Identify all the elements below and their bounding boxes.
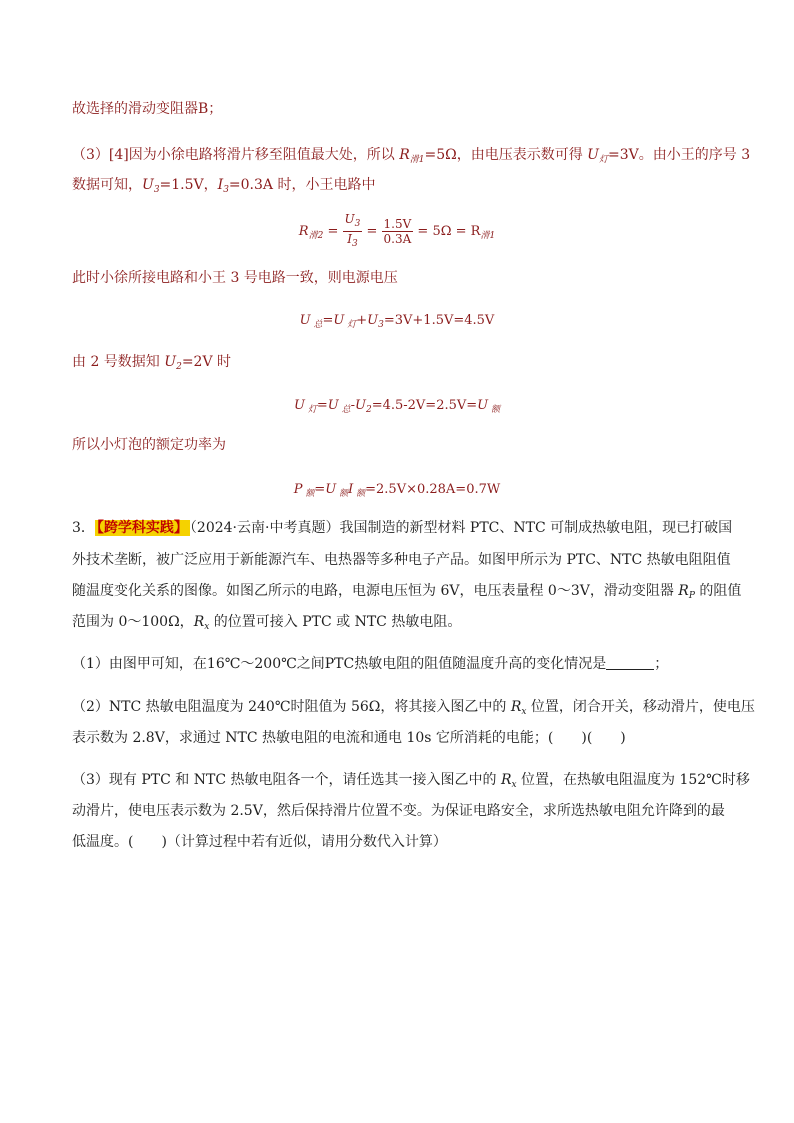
- question-line-1: 3． 【跨学科实践】 （2024·云南·中考真题）我国制造的新型材料 PTC、NTC 可制成热敏电阻，现已打破国: [72, 520, 733, 536]
- question-line-2: 外技术垄断，被广泛应用于新能源汽车、电热器等多种电子产品。如图甲所示为 PTC、NTC 热敏电阻阻值: [72, 552, 731, 568]
- category-tag: 【跨学科实践】: [96, 520, 188, 536]
- equation-source-voltage: U $_总$=U $_灯+U_3=3V+1.5V=4.5V$: [299, 313, 495, 330]
- answer-blank[interactable]: [606, 655, 654, 670]
- solution-line-6: 所以小灯泡的额定功率为: [72, 437, 226, 453]
- solution-line-5: 由 2 号数据知 $U_2=2V$ 时: [72, 354, 232, 372]
- question-part-1: （1）由图甲可知，在16℃～200℃之间PTC热敏电阻的阻值随温度升高的变化情况是 ；: [72, 656, 669, 672]
- question-line-3: 随温度变化关系的图像。如图乙所示的电路，电源电压恒为 6V，电压表量程 0～3V，滑动变阻器 $R_P$ 的阻值: [72, 583, 742, 601]
- question-part-2-line-1: （2）NTC 热敏电阻温度为 240℃时阻值为 56Ω，将其接入图乙中的 $R_x$ 位置，闭合开关，移动滑片，使电压: [72, 699, 755, 717]
- question-part-3-line-3: 低温度。( )（计算过程中若有近似，请用分数代入计算）: [72, 834, 447, 850]
- solution-line-1: 故选择的滑动变阻器B；: [72, 101, 223, 117]
- solution-line-4: 此时小徐所接电路和小王 3 号电路一致，则电源电压: [72, 270, 398, 286]
- question-part-2-line-2: 表示数为 2.8V，求通过 NTC 热敏电阻的电流和通电 10s 它所消耗的电能；( )( ): [72, 730, 626, 746]
- equation-power: P $_额$=U $_额$I $_额$=2.5V×0.28A=0.7W: [293, 482, 501, 499]
- equation-lamp-voltage: U $_灯$=U $_总-U_2=4.5-2V=2.5V=U$ $_额$: [293, 398, 500, 415]
- solution-line-2: （3）[4]因为小徐电路将滑片移至阻值最大处，所以 $R_{滑1}=5\Omega$，由电压表示数可得 $U_灯=3V$。由小王的序号 3: [72, 147, 751, 165]
- question-part-3-line-2: 动滑片，使电压表示数为 2.5V，然后保持滑片位置不变。为保证电路安全，求所选热敏电阻允许降到的最: [72, 803, 725, 819]
- solution-line-3: 数据可知，$U_3=1.5V$，$I_3=0.3A$ 时，小王电路中: [72, 177, 376, 195]
- question-part-3-line-1: （3）现有 PTC 和 NTC 热敏电阻各一个，请任选其一接入图乙中的 $R_x$ 位置，在热敏电阻温度为 152℃时移: [72, 772, 750, 790]
- question-line-4: 范围为 0～100Ω，$R_x$ 的位置可接入 PTC 或 NTC 热敏电阻。: [72, 614, 462, 632]
- equation-resistance: $R_{滑2}$ = $\frac{U_3}{I_3}$ = $\frac{1.5V}{0.3A}$ = $5\Omega = R_{滑1}$: [298, 212, 496, 249]
